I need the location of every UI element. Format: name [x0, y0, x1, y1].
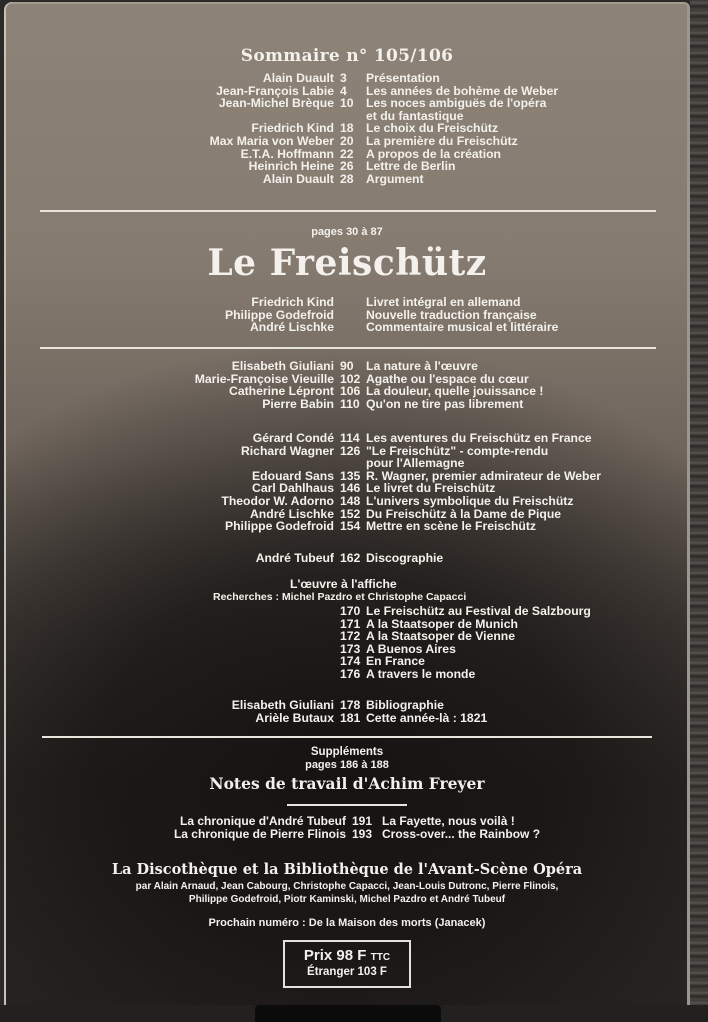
toc-closing	[44, 699, 487, 724]
toc-row: Elisabeth Giuliani 178 Bibliographie	[231, 698, 444, 712]
discotheque-title: La Discothèque et la Bibliothèque de l'Avant-Scène Opéra	[111, 861, 583, 878]
toc-row: Catherine Lépront 106 La douleur, quelle jouissance !	[229, 384, 544, 399]
toc-row: Friedrich Kind Livret intégral en allemand	[251, 295, 521, 309]
main-title: Le Freischütz	[207, 242, 487, 284]
toc-row: Heinrich Heine 26 Lettre de Berlin	[248, 159, 456, 174]
price-main: Prix 98 F TTC	[303, 947, 391, 964]
divider	[40, 347, 656, 349]
toc-row: La chronique de Pierre Flinois 193 Cross-over... the Rainbow ?	[173, 826, 541, 841]
toc-row: André Tubeuf 162 Discographie	[255, 551, 444, 565]
toc-row: La chronique d'André Tubeuf 191 La Fayette, nous voilà !	[180, 814, 515, 828]
toc-affiche	[44, 605, 591, 681]
toc-row: 170 Le Freischütz au Festival de Salzbourg	[340, 604, 591, 618]
discotheque-contributors-1: par Alain Arnaud, Jean Cabourg, Christophe Capacci, Jean-Louis Dutronc, Pierre Flinois,	[135, 881, 559, 892]
toc-row: Theodor W. Adorno 148 L'univers symbolique du Freischütz	[221, 493, 574, 508]
toc-row: Edouard Sans 135 R. Wagner, premier admirateur de Weber	[252, 468, 602, 483]
bottom-tab	[255, 1005, 441, 1022]
toc-row: pour l'Allemagne	[366, 456, 465, 471]
toc-row: Max Maria von Weber 20 La première du Freischütz	[209, 133, 518, 148]
next-issue: Prochain numéro : De la Maison des morts (Janacek)	[208, 917, 486, 929]
divider	[40, 210, 656, 212]
toc-row: Philippe Godefroid 154 Mettre en scène le Freischütz	[224, 519, 537, 534]
price-foreign: Étranger 103 F	[307, 966, 387, 978]
toc-row: Jean-Michel Brèque 10 Les noces ambiguës de l'opéra	[218, 96, 547, 111]
toc-row: Alain Duault 3 Présentation	[262, 71, 440, 85]
toc-row: Pierre Babin 110 Qu'on ne tire pas librement	[262, 396, 524, 411]
supplements-label: Suppléments	[310, 746, 384, 758]
toc-row: Elisabeth Giuliani 90 La nature à l'œuvre	[231, 359, 478, 373]
toc-row: Richard Wagner 126 "Le Freischütz" - compte-rendu	[240, 443, 549, 458]
toc-essays-1	[44, 360, 543, 410]
summary-title: Sommaire n° 105/106	[240, 46, 454, 66]
toc-row: Philippe Godefroid Nouvelle traduction française	[224, 307, 537, 322]
supplements-pages: pages 186 à 188	[305, 759, 389, 771]
toc-intro	[64, 72, 558, 185]
price-tax: TTC	[370, 952, 391, 963]
affiche-research: Recherches : Michel Pazdro et Christophe Capacci	[213, 591, 467, 603]
toc-row: 171 A la Staatsoper de Munich	[340, 616, 518, 631]
short-divider	[287, 804, 407, 806]
toc-row: Marie-Françoise Vieuille 102 Agathe ou l'espace du cœur	[194, 371, 529, 386]
toc-chronicles	[24, 815, 540, 840]
libretto-credits	[64, 296, 558, 334]
toc-essays-2	[44, 432, 601, 533]
toc-discography	[44, 552, 443, 565]
toc-row: André Lischke 152 Du Freischütz à la Dame de Pique	[250, 506, 562, 521]
discotheque-contributors-2: Philippe Godefroid, Piotr Kaminski, Michel Pazdro et André Tubeuf	[188, 894, 506, 905]
toc-row: E.T.A. Hoffmann 22 A propos de la création	[240, 146, 501, 161]
toc-row: 173 A Buenos Aires	[340, 641, 456, 656]
toc-row: 176 A travers le monde	[340, 666, 476, 681]
toc-row: Carl Dahlhaus 146 Le livret du Freischütz	[252, 481, 496, 496]
toc-row: Friedrich Kind 18 Le choix du Freischütz	[251, 121, 499, 136]
price-box	[283, 940, 411, 988]
supplements-title: Notes de travail d'Achim Freyer	[209, 774, 485, 793]
toc-row: et du fantastique	[366, 108, 464, 123]
divider	[42, 736, 652, 738]
wood-table-edge	[690, 0, 708, 1005]
toc-row: Jean-François Labie 4 Les années de bohème de Weber	[216, 83, 559, 98]
toc-row: Alain Duault 28 Argument	[262, 171, 424, 186]
toc-row: 172 A la Staatsoper de Vienne	[340, 629, 516, 644]
toc-row: 174 En France	[340, 654, 425, 669]
magazine-back-cover	[4, 2, 690, 1005]
affiche-heading: L'œuvre à l'affiche	[290, 577, 397, 591]
toc-row: Arièle Butaux 181 Cette année-là : 1821	[255, 710, 488, 725]
libretto-pages-label: pages 30 à 87	[311, 226, 383, 238]
toc-row: André Lischke Commentaire musical et littéraire	[250, 320, 559, 335]
toc-row: Gérard Condé 114 Les aventures du Freischütz en France	[252, 431, 592, 445]
